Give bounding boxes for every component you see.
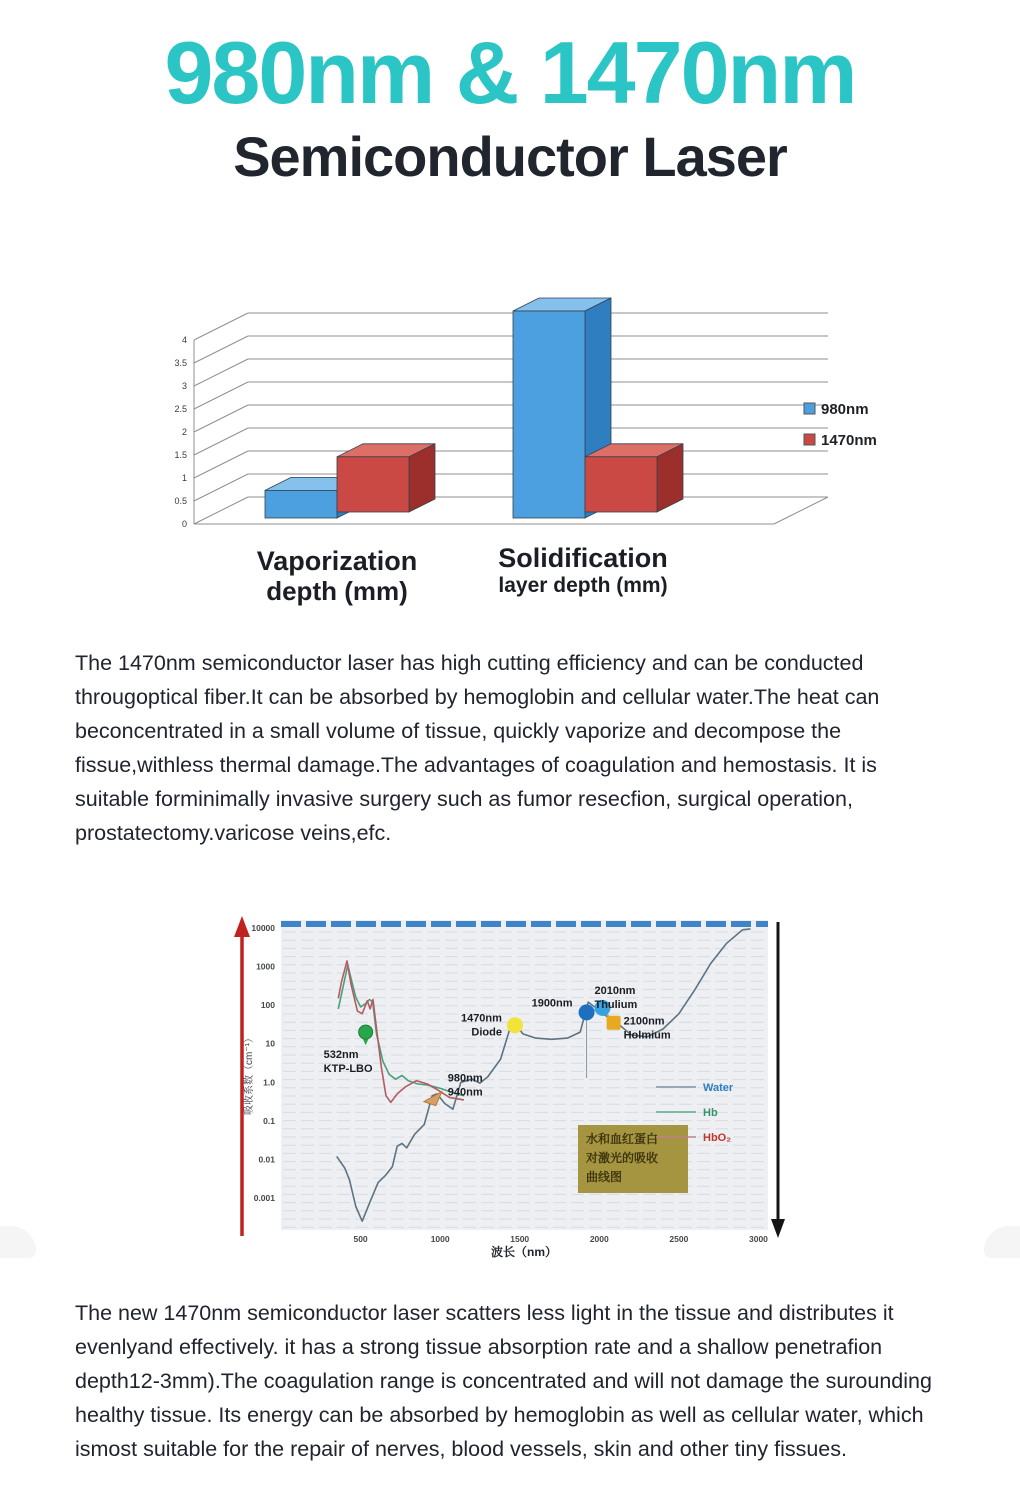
annotation-label: 1900nm — [531, 997, 573, 1010]
y-axis-tick-label: 1.5 — [174, 450, 187, 460]
bar-980nm-1-front — [513, 311, 585, 518]
y-axis-tick-label: 1 — [181, 473, 187, 483]
y-tick-label: 1.0 — [263, 1077, 275, 1088]
legend-label-Hb: Hb — [703, 1107, 718, 1119]
gridline-diagonal — [194, 451, 248, 478]
note-box-line: 曲线图 — [586, 1170, 623, 1184]
gridline-diagonal — [194, 497, 248, 524]
category-label-solidification: Solidification — [498, 543, 668, 573]
legend-swatch-980nm — [804, 403, 815, 414]
annotation-label: Holmium — [623, 1029, 671, 1042]
floor-right-edge — [774, 497, 828, 524]
x-tick-label: 3000 — [748, 1234, 768, 1244]
y-tick-label: 0.1 — [263, 1115, 275, 1126]
annotation-label: Thulium — [594, 998, 638, 1011]
gridline-diagonal — [194, 336, 248, 363]
absorption-spectrum-chart — [226, 906, 806, 1258]
y-tick-label: 10 — [265, 1038, 275, 1049]
bar-980nm-0-front — [265, 490, 337, 518]
legend-label-1470nm: 1470nm — [821, 432, 877, 449]
x-axis-label: 波长（nm） — [490, 1245, 558, 1258]
annotation-label: KTP-LBO — [323, 1063, 373, 1076]
category-label-vaporization: Vaporization — [256, 546, 418, 576]
gridline-diagonal — [194, 405, 248, 432]
page-header — [0, 23, 1020, 188]
gridline-diagonal — [194, 382, 248, 409]
bar-1470nm-1-front — [585, 457, 657, 512]
y-axis-tick-label: 4 — [181, 335, 187, 345]
marker-green-pin — [359, 1025, 373, 1039]
y-tick-label: 10000 — [251, 923, 275, 933]
left-red-arrow-head — [234, 916, 250, 937]
annotation-label: 940nm — [447, 1086, 483, 1099]
annotation-label: Diode — [471, 1026, 502, 1039]
y-axis-tick-label: 3 — [181, 381, 187, 391]
y-axis-tick-label: 3.5 — [174, 358, 187, 368]
x-tick-label: 1000 — [430, 1234, 450, 1244]
y-tick-label: 100 — [260, 1000, 275, 1011]
marker-yellow-circle — [507, 1017, 523, 1033]
x-tick-label: 1500 — [510, 1234, 530, 1244]
marker-blue-circle — [579, 1004, 595, 1020]
right-black-arrow-head — [771, 1219, 785, 1238]
y-axis-tick-label: 2.5 — [174, 404, 187, 414]
legend-label-980nm: 980nm — [821, 401, 869, 418]
legend-swatch-1470nm — [804, 434, 815, 445]
paragraph-new-1470nm-description: The new 1470nm semiconductor laser scatters less light in the tissue and distributes it evenlyand effectively. it has a strong tissue absorption rate and a shallow penetrafion depth12-3mm).The coagulation range is concentrated and will not damage the surounding healthy tissue. Its energy can be absorbed by hemoglobin as well as cellular water, which ismost suitable for the repair of nerves, blood vessels, skin and other tiny fissues. — [75, 1301, 932, 1461]
y-tick-label: 0.01 — [258, 1154, 275, 1165]
bar-1470nm-0-front — [337, 457, 409, 512]
y-axis-tick-label: 0 — [181, 519, 187, 529]
x-tick-label: 500 — [353, 1234, 368, 1244]
note-box-line: 对激光的吸收 — [586, 1151, 659, 1165]
y-axis-label: 吸收系数（cm⁻¹） — [244, 1033, 255, 1115]
corner-decoration-left — [0, 1226, 36, 1258]
legend-label-Water: Water — [703, 1082, 734, 1094]
legend-label-HbO₂: HbO₂ — [703, 1132, 732, 1144]
y-tick-label: 1000 — [256, 961, 275, 972]
category-label-solidification-2: layer depth (mm) — [498, 574, 668, 597]
annotation-label: 2100nm — [623, 1015, 665, 1028]
gridline-diagonal — [194, 428, 248, 455]
gridline-diagonal — [194, 359, 248, 386]
y-axis-tick-label: 0.5 — [174, 496, 187, 506]
gridline-diagonal — [194, 474, 248, 501]
category-label-vaporization-2: depth (mm) — [266, 576, 408, 606]
annotation-label: 2010nm — [594, 984, 636, 997]
note-box-line: 水和血红蛋白 — [586, 1132, 659, 1146]
gridline-diagonal — [194, 313, 248, 340]
page-title: 980nm & 1470nm — [164, 23, 856, 122]
paragraph-1470nm-description: The 1470nm semiconductor laser has high cutting efficiency and can be conducted througoptical fiber.It can be absorbed by hemoglobin and cellular water.The heat can beconcentrated in a small volume of tissue, quickly vaporize and decompose the fissue,withless thermal damage.The advantages of coagulation and hemostasis. It is suitable forminimally invasive surgery such as fumor resecfion, surgical operation, prostatectomy.varicose veins,efc. — [75, 651, 880, 845]
page-subtitle: Semiconductor Laser — [233, 125, 787, 188]
marker-orange-square — [607, 1016, 621, 1030]
annotation-label: 1470nm — [460, 1012, 502, 1025]
y-tick-label: 0.001 — [253, 1192, 275, 1203]
x-tick-label: 2500 — [669, 1234, 689, 1244]
annotation-label: 980nm — [447, 1072, 483, 1085]
annotation-label: 532nm — [323, 1049, 359, 1062]
y-axis-tick-label: 2 — [181, 427, 187, 437]
x-tick-label: 2000 — [589, 1234, 609, 1244]
corner-decoration-right — [984, 1226, 1020, 1258]
bar-chart-3d — [128, 272, 898, 608]
